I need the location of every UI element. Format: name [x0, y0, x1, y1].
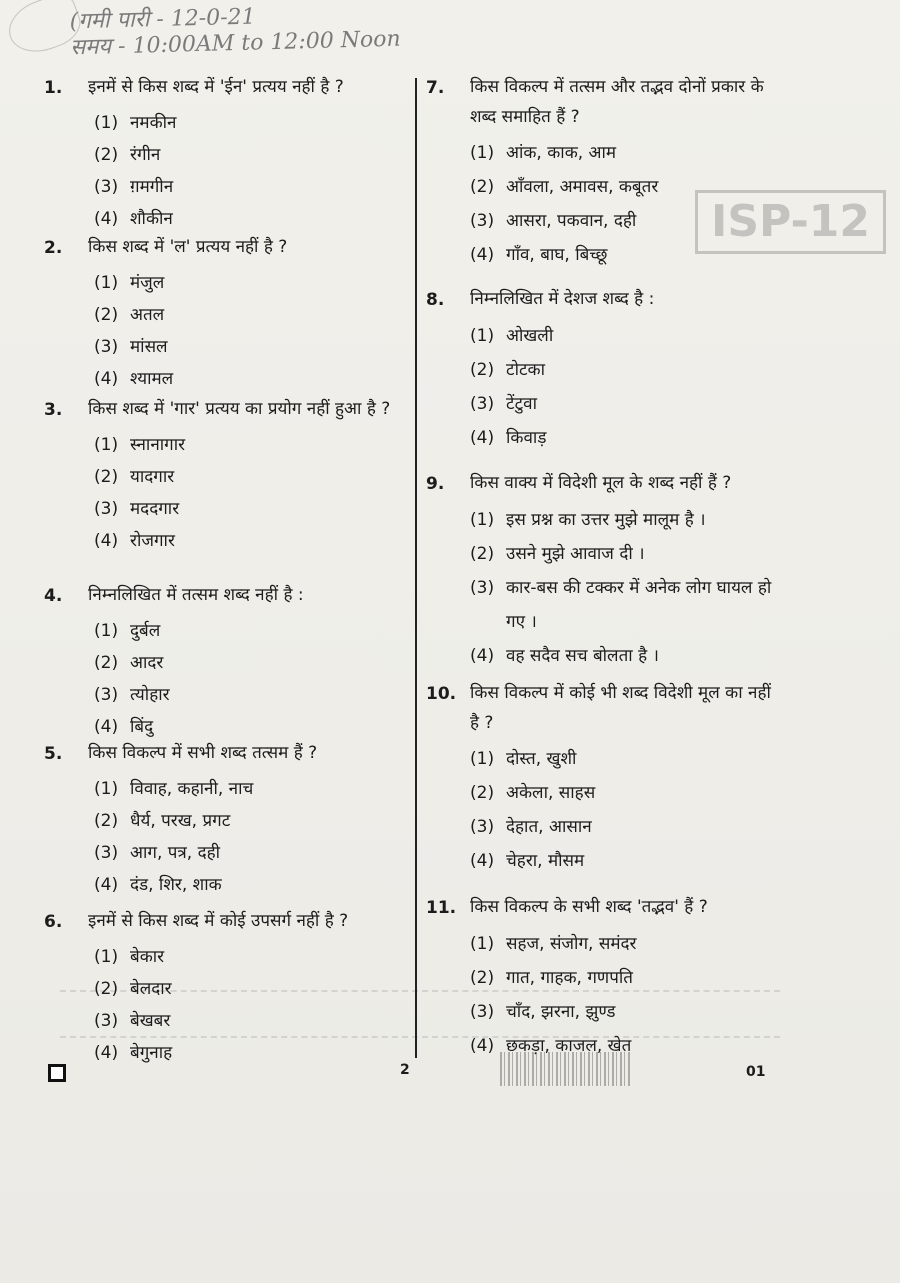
option-text: अतल	[130, 305, 165, 325]
option-item	[470, 995, 776, 1029]
option-number: (4)	[94, 531, 119, 551]
question-4	[44, 580, 409, 743]
option-text: धैर्य, परख, प्रगट	[130, 811, 231, 831]
option-number: (4)	[94, 1043, 119, 1063]
question-text: किस विकल्प के सभी शब्द 'तद्भव' हैं ?	[470, 897, 708, 917]
option-number: (2)	[470, 177, 495, 197]
option-text: आँवला, अमावस, कबूतर	[506, 177, 659, 197]
option-item	[94, 805, 409, 837]
question-number: 4.	[44, 586, 63, 606]
option-text: आंक, काक, आम	[506, 143, 617, 163]
option-text: देहात, आसान	[506, 817, 592, 837]
option-item	[94, 615, 409, 647]
option-list	[94, 429, 409, 557]
option-text: त्योहार	[130, 685, 170, 705]
question-text: किस विकल्प में कोई भी शब्द विदेशी मूल का नहीं है ?	[470, 683, 771, 733]
column-divider	[415, 78, 417, 1058]
option-item	[94, 363, 409, 395]
option-text: आसरा, पकवान, दही	[506, 211, 637, 231]
option-item	[94, 461, 409, 493]
question-3	[44, 394, 409, 557]
option-number: (2)	[94, 811, 119, 831]
option-number: (1)	[94, 779, 119, 799]
option-text: टोटका	[506, 360, 545, 380]
option-text: स्नानागार	[130, 435, 186, 455]
option-text: मांसल	[130, 337, 168, 357]
option-number: (2)	[94, 979, 119, 999]
question-9	[426, 468, 776, 673]
option-number: (2)	[94, 305, 119, 325]
option-text: रोजगार	[130, 531, 175, 551]
question-text: निम्नलिखित में तत्सम शब्द नहीं है :	[88, 585, 304, 605]
option-text: कार-बस की टक्कर में अनेक लोग घायल हो गए ।	[506, 578, 772, 632]
option-item	[470, 742, 776, 776]
option-number: (3)	[94, 685, 119, 705]
option-list	[94, 941, 409, 1069]
question-2	[44, 232, 409, 395]
option-item	[94, 1005, 409, 1037]
option-number: (1)	[470, 143, 495, 163]
option-list	[470, 742, 776, 878]
question-6	[44, 906, 409, 1069]
option-item	[470, 238, 776, 272]
option-text: गात, गाहक, गणपति	[506, 968, 633, 988]
option-item	[94, 973, 409, 1005]
option-item	[470, 387, 776, 421]
option-item	[470, 927, 776, 961]
option-item	[470, 319, 776, 353]
question-number: 8.	[426, 290, 445, 310]
question-number: 7.	[426, 78, 445, 98]
option-number: (3)	[94, 177, 119, 197]
question-number: 11.	[426, 898, 457, 918]
option-number: (1)	[470, 326, 495, 346]
option-number: (2)	[94, 653, 119, 673]
question-number: 2.	[44, 238, 63, 258]
option-list	[94, 615, 409, 743]
option-text: छकड़ा, काजल, खेत	[506, 1036, 632, 1056]
question-7	[426, 72, 776, 272]
option-item	[94, 203, 409, 235]
question-text: किस शब्द में 'गार' प्रत्यय का प्रयोग नहीं हुआ है ?	[88, 399, 391, 419]
option-number: (4)	[470, 1036, 495, 1056]
option-number: (2)	[470, 360, 495, 380]
option-item	[94, 679, 409, 711]
option-text: ओखली	[506, 326, 554, 346]
page-number: 2	[400, 1062, 410, 1078]
bleed-through-badge: ISP-12	[695, 190, 886, 254]
corner-square-icon	[48, 1064, 66, 1082]
option-text: नमकीन	[130, 113, 177, 133]
option-item	[94, 299, 409, 331]
option-item	[94, 267, 409, 299]
option-item	[94, 493, 409, 525]
option-item	[470, 136, 776, 170]
option-list	[94, 773, 409, 901]
question-text: इनमें से किस शब्द में 'ईन' प्रत्यय नहीं है ?	[88, 77, 344, 97]
option-text: दुर्बल	[130, 621, 161, 641]
option-number: (3)	[94, 843, 119, 863]
option-number: (1)	[94, 113, 119, 133]
option-item	[470, 353, 776, 387]
option-text: बेखबर	[130, 1011, 171, 1031]
question-number: 5.	[44, 744, 63, 764]
option-item	[470, 170, 776, 204]
option-number: (3)	[94, 499, 119, 519]
question-11	[426, 892, 776, 1063]
option-text: चाँद, झरना, झुण्ड	[506, 1002, 616, 1022]
page-code: 01	[746, 1064, 766, 1080]
option-list	[470, 503, 776, 673]
handwritten-header	[69, 0, 630, 65]
option-number: (3)	[94, 337, 119, 357]
option-item	[470, 571, 776, 639]
option-item	[470, 776, 776, 810]
question-text: निम्नलिखित में देशज शब्द है :	[470, 289, 655, 309]
question-number: 3.	[44, 400, 63, 420]
option-list	[94, 107, 409, 235]
option-list	[94, 267, 409, 395]
option-number: (2)	[470, 968, 495, 988]
option-item	[94, 647, 409, 679]
option-number: (4)	[94, 209, 119, 229]
question-10	[426, 678, 776, 878]
option-number: (1)	[94, 621, 119, 641]
option-text: मंजुल	[130, 273, 165, 293]
option-number: (2)	[470, 783, 495, 803]
handwritten-line-2: समय - 10:00AM to 12:00 Noon	[70, 26, 401, 61]
option-text: ग़मगीन	[130, 177, 174, 197]
option-number: (2)	[470, 544, 495, 564]
question-text: किस शब्द में 'ल' प्रत्यय नहीं है ?	[88, 237, 288, 257]
question-number: 1.	[44, 78, 63, 98]
option-text: श्यामल	[130, 369, 174, 389]
question-text: इनमें से किस शब्द में कोई उपसर्ग नहीं है ?	[88, 911, 349, 931]
bleed-through-barcode	[500, 1052, 630, 1086]
option-text: रंगीन	[130, 145, 161, 165]
option-item	[94, 869, 409, 901]
option-text: आग, पत्र, दही	[130, 843, 221, 863]
option-number: (1)	[470, 934, 495, 954]
question-number: 10.	[426, 684, 457, 704]
option-item	[470, 844, 776, 878]
question-number: 6.	[44, 912, 63, 932]
option-item	[94, 1037, 409, 1069]
option-number: (1)	[94, 435, 119, 455]
option-text: इस प्रश्न का उत्तर मुझे मालूम है ।	[506, 510, 706, 530]
option-number: (2)	[94, 467, 119, 487]
option-text: दंड, शिर, शाक	[130, 875, 222, 895]
option-text: विवाह, कहानी, नाच	[130, 779, 254, 799]
question-8	[426, 284, 776, 455]
option-number: (1)	[470, 510, 495, 530]
option-number: (3)	[470, 1002, 495, 1022]
question-text: किस वाक्य में विदेशी मूल के शब्द नहीं हैं ?	[470, 473, 732, 493]
option-item	[94, 837, 409, 869]
option-number: (3)	[470, 817, 495, 837]
option-text: बिंदु	[130, 717, 154, 737]
option-number: (4)	[94, 875, 119, 895]
option-text: उसने मुझे आवाज दी ।	[506, 544, 645, 564]
option-text: टेंटुवा	[506, 394, 537, 414]
option-list	[470, 136, 776, 272]
option-number: (4)	[470, 851, 495, 871]
option-number: (3)	[470, 394, 495, 414]
question-5	[44, 738, 409, 901]
handwritten-line-1: (गमी पारी - 12-0-21	[69, 4, 256, 35]
option-number: (2)	[94, 145, 119, 165]
option-item	[470, 810, 776, 844]
option-item	[94, 429, 409, 461]
option-number: (4)	[470, 245, 495, 265]
question-number: 9.	[426, 474, 445, 494]
option-item	[94, 525, 409, 557]
option-text: चेहरा, मौसम	[506, 851, 585, 871]
option-item	[94, 941, 409, 973]
option-list	[470, 319, 776, 455]
option-item	[470, 639, 776, 673]
option-item	[94, 171, 409, 203]
option-text: बेगुनाह	[130, 1043, 173, 1063]
option-item	[470, 421, 776, 455]
question-text: किस विकल्प में सभी शब्द तत्सम हैं ?	[88, 743, 318, 763]
option-number: (1)	[94, 947, 119, 967]
option-item	[470, 961, 776, 995]
option-item	[94, 773, 409, 805]
option-item	[470, 537, 776, 571]
option-number: (1)	[470, 749, 495, 769]
option-number: (3)	[470, 578, 495, 598]
option-item	[94, 139, 409, 171]
question-1	[44, 72, 409, 235]
question-text: किस विकल्प में तत्सम और तद्भव दोनों प्रकार के शब्द समाहित हैं ?	[470, 77, 764, 127]
option-text: वह सदैव सच बोलता है ।	[506, 646, 659, 666]
option-number: (4)	[470, 646, 495, 666]
option-number: (1)	[94, 273, 119, 293]
option-text: किवाड़	[506, 428, 547, 448]
option-list	[470, 927, 776, 1063]
option-item	[470, 503, 776, 537]
option-text: आदर	[130, 653, 164, 673]
option-text: दोस्त, खुशी	[506, 749, 577, 769]
option-item	[94, 331, 409, 363]
option-text: यादगार	[130, 467, 175, 487]
option-number: (4)	[94, 717, 119, 737]
option-number: (3)	[94, 1011, 119, 1031]
option-item	[470, 204, 776, 238]
option-text: शौकीन	[130, 209, 173, 229]
option-number: (4)	[94, 369, 119, 389]
option-text: मददगार	[130, 499, 180, 519]
option-text: बेकार	[130, 947, 165, 967]
option-text: अकेला, साहस	[506, 783, 596, 803]
option-number: (4)	[470, 428, 495, 448]
option-text: सहज, संजोग, समंदर	[506, 934, 637, 954]
option-text: गाँव, बाघ, बिच्छू	[506, 245, 608, 265]
option-number: (3)	[470, 211, 495, 231]
option-text: बेलदार	[130, 979, 172, 999]
option-item	[94, 107, 409, 139]
